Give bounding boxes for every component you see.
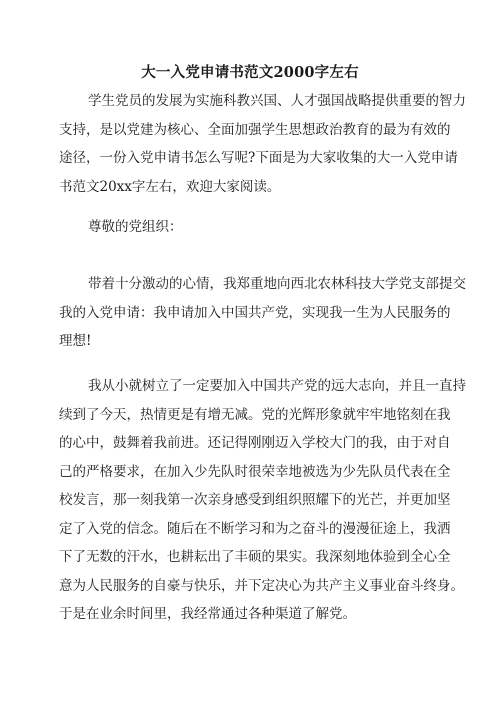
body-line: 我从小就树立了一定要加入中国共产党的远大志向，并且一直持 <box>88 378 466 394</box>
document-title: 大一入党申请书范文2000字左右 <box>141 64 359 81</box>
body-line: 我的入党申请：我申请加入中国共产党，实现我一生为人民服务的 <box>59 304 451 321</box>
body-line: 意为人民服务的自豪与快乐，并下定决心为共产主义事业奋斗终身。 <box>59 577 464 594</box>
intro-line: 书范文20xx字左右，欢迎大家阅读。 <box>59 178 281 195</box>
intro-line: 学生党员的发展为实施科教兴国、人才强国战略提供重要的智力 <box>88 93 466 109</box>
body-line: 于是在业余时间里，我经常通过各种渠道了解党。 <box>59 606 356 622</box>
intro-line: 支持，是以党建为核心、全面加强学生思想政治教育的最为有效的 <box>59 121 451 138</box>
body-line: 己的严格要求，在加入少先队时很荣幸地被选为少先队员代表在全 <box>59 463 451 480</box>
body-paragraph-2 <box>59 372 466 629</box>
body-line: 下了无数的汗水，也耕耘出了丰硕的果实。我深刻地体验到全心全 <box>59 549 451 565</box>
body-line: 续到了今天，热情更是有增无减。党的光辉形象就牢牢地铭刻在我 <box>59 406 451 423</box>
body-paragraph-1 <box>59 270 466 356</box>
body-line: 带着十分激动的心情，我郑重地向西北农林科技大学党支部提交 <box>88 276 466 292</box>
body-line: 校发言，那一刻我第一次亲身感受到组织照耀下的光芒，并更加坚 <box>59 492 451 508</box>
intro-paragraph <box>59 87 466 201</box>
salutation-paragraph <box>88 213 428 242</box>
body-line: 的心中，鼓舞着我前进。还记得刚刚迈入学校大门的我，由于对自 <box>59 435 451 451</box>
body-line: 理想! <box>59 333 92 349</box>
salutation: 尊敬的党组织： <box>88 219 183 235</box>
intro-line: 途径，一份入党申请书怎么写呢?下面是为大家收集的大一入党申请 <box>59 150 458 166</box>
body-line: 定了入党的信念。随后在不断学习和为之奋斗的漫漫征途上，我洒 <box>59 520 451 537</box>
